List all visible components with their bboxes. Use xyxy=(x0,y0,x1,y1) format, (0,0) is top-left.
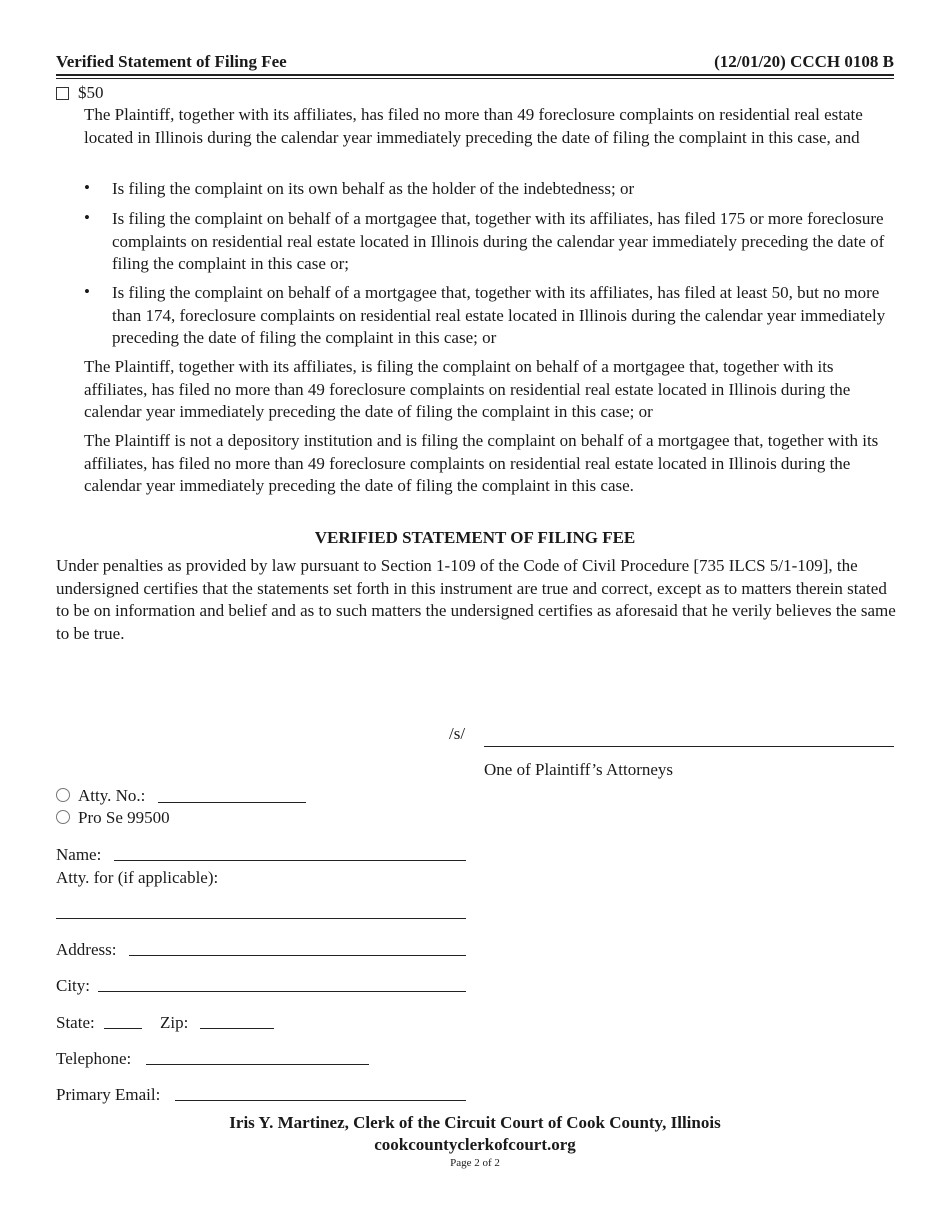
atty-no-label: Atty. No.: xyxy=(78,786,146,805)
city-label: City: xyxy=(56,976,91,995)
atty-no-radio[interactable] xyxy=(56,788,70,802)
bullet-item: Is filing the complaint on behalf of a mortgagee that, together with its affiliates, has filed 175 or more foreclosure complaints on residential real estate located in Illinois during the calendar year immediately preceding the date of filing the complaint in this case or; xyxy=(112,209,885,273)
fee-intro-text: The Plaintiff, together with its affiliates, has filed no more than 49 foreclosure complaints on residential real estate located in Illinois during the calendar year immediately preceding the date of filing the complaint in this case, and xyxy=(84,105,863,147)
bullet-marker: • xyxy=(84,282,90,301)
document-title: Verified Statement of Filing Fee xyxy=(56,52,287,71)
atty-for-field[interactable] xyxy=(56,918,466,919)
pro-se-radio[interactable] xyxy=(56,810,70,824)
telephone-field[interactable] xyxy=(146,1064,369,1065)
telephone-label: Telephone: xyxy=(56,1049,132,1068)
clerk-website[interactable]: cookcountyclerkofcourt.org xyxy=(374,1135,576,1154)
header-rule-thin xyxy=(56,78,894,79)
fee-amount: $50 xyxy=(78,83,104,102)
state-label: State: xyxy=(56,1013,95,1032)
signature-caption: One of Plaintiff’s Attorneys xyxy=(484,760,674,779)
name-label: Name: xyxy=(56,845,102,864)
city-field[interactable] xyxy=(98,991,466,992)
bullet-item: Is filing the complaint on its own behalf as the holder of the indebtedness; or xyxy=(112,179,635,198)
email-label: Primary Email: xyxy=(56,1085,161,1104)
address-label: Address: xyxy=(56,940,117,959)
zip-field[interactable] xyxy=(200,1028,274,1029)
email-field[interactable] xyxy=(175,1100,466,1101)
bullet-marker: • xyxy=(84,178,90,197)
bullet-item: Is filing the complaint on behalf of a mortgagee that, together with its affiliates, has filed at least 50, but no more than 174, foreclosure complaints on residential real estate located in Illinois during the calendar year immediately preceding the date of filing the complaint in this case; or xyxy=(112,283,886,347)
signature-line[interactable] xyxy=(484,746,894,747)
verification-heading: VERIFIED STATEMENT OF FILING FEE xyxy=(314,528,636,547)
pro-se-label: Pro Se 99500 xyxy=(78,808,170,827)
header-rule xyxy=(56,74,894,76)
atty-no-field[interactable] xyxy=(158,802,306,803)
zip-label: Zip: xyxy=(160,1013,189,1032)
atty-for-label: Atty. for (if applicable): xyxy=(56,868,219,887)
fee-50-checkbox[interactable] xyxy=(56,87,69,100)
signature-prefix: /s/ xyxy=(449,724,466,743)
clerk-name: Iris Y. Martinez, Clerk of the Circuit Court of Cook County, Illinois xyxy=(229,1113,721,1132)
fee-paragraph-2: The Plaintiff, together with its affiliates, is filing the complaint on behalf of a mortgagee that, together with its affiliates, has filed no more than 49 foreclosure complaints on residential real estate located in Illinois during the calendar year immediately preceding the date of filing the complaint in this case; or xyxy=(84,357,851,421)
address-field[interactable] xyxy=(129,955,466,956)
state-field[interactable] xyxy=(104,1028,142,1029)
bullet-marker: • xyxy=(84,208,90,227)
fee-paragraph-3: The Plaintiff is not a depository institution and is filing the complaint on behalf of a mortgagee that, together with its affiliates, has filed no more than 49 foreclosure complaints on residential real estate located in Illinois during the calendar year immediately preceding the date of filing the complaint in this case. xyxy=(84,431,879,495)
name-field[interactable] xyxy=(114,860,466,861)
form-code: (12/01/20) CCCH 0108 B xyxy=(714,52,894,71)
page-number: Page 2 of 2 xyxy=(450,1157,500,1169)
verification-body: Under penalties as provided by law pursuant to Section 1-109 of the Code of Civil Procedure [735 ILCS 5/1-109], the undersigned certifies that the statements set forth in this instrument are true and correct, except as to matters therein stated to be on information and belief and as to such matters the undersigned certifies as aforesaid that he verily believes the same to be true. xyxy=(56,556,896,643)
